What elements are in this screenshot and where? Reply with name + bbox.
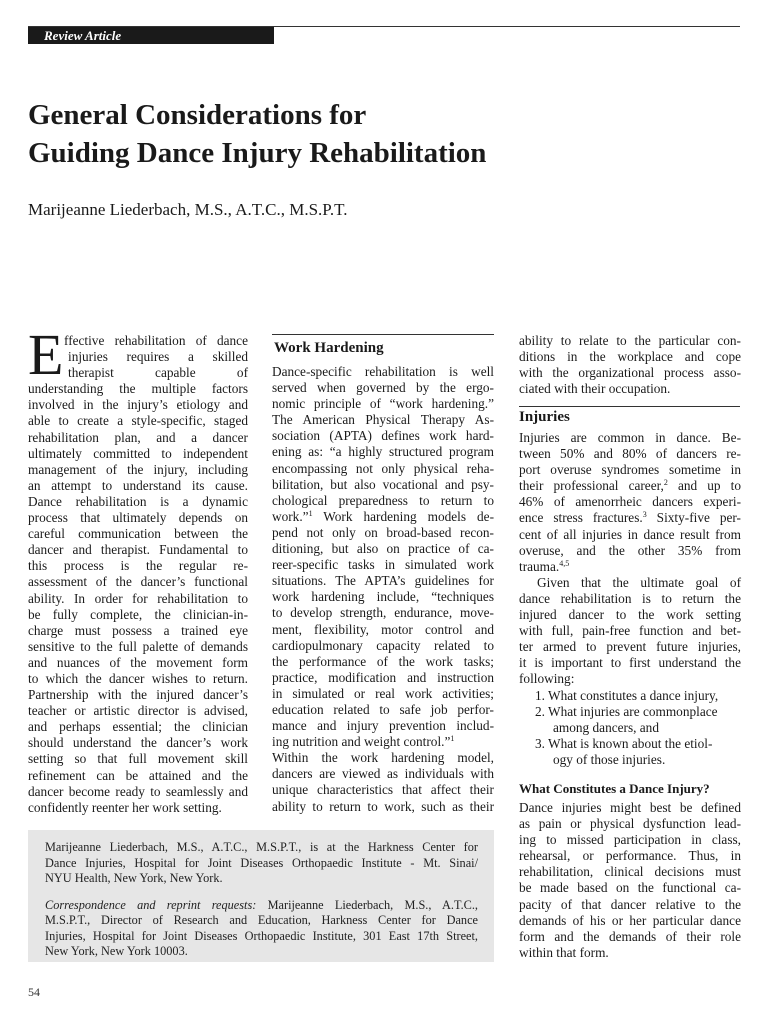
body-line: able to create a style-specific, staged <box>28 413 248 429</box>
body-line: with the organizational process asso- <box>519 365 741 381</box>
body-line: charge must possess a trained eye <box>28 622 248 638</box>
body-line: refinement can be attained and the <box>28 767 248 783</box>
correspondence-label: Correspondence and reprint requests: <box>45 897 257 912</box>
body-line: ing to missed participation in class, <box>519 832 741 848</box>
body-line: setting so that full movement skill <box>28 751 248 767</box>
body-line: careful communication between the <box>28 526 248 542</box>
body-line: ability to relate to the particular con- <box>519 333 741 348</box>
body-line: Within the work hardening model, <box>272 750 494 766</box>
body-line: management of the injury, including <box>28 461 248 477</box>
body-line: in simulated or real work activities; <box>272 685 494 701</box>
body-line: within that form. <box>519 944 609 960</box>
body-line: pacity of that dancer relative to the <box>519 896 741 912</box>
body-line: tween 50% and 80% of dancers re- <box>519 446 741 462</box>
body-line: and nuances of the movement form <box>28 654 248 670</box>
list-item: 3. What is known about the etiol- <box>535 735 713 751</box>
body-line: with full, pain-free function and bet- <box>519 623 741 639</box>
injuries-text <box>519 430 741 768</box>
body-line: ultimately committed to independent <box>28 445 248 461</box>
drop-cap: E <box>28 322 64 387</box>
body-line: sociation (APTA) defines work hard- <box>272 428 494 444</box>
body-line: sensitive to the full palette of demands <box>28 638 248 654</box>
body-line: this process is the regular re- <box>28 558 248 574</box>
body-line: Dance injuries might best be defined <box>519 800 741 815</box>
body-line: cent of all injuries in dance result from <box>519 526 741 542</box>
line-text: ing nutrition and weight control.” <box>272 734 451 750</box>
column-3 <box>519 333 741 397</box>
footnote-line: M.S.P.T., Director of Research and Education, Harkness Center for Dance <box>45 913 478 927</box>
body-line <box>519 478 741 494</box>
body-line: dance rehabilitation is to return the <box>519 590 741 606</box>
citation: 3 <box>642 510 647 520</box>
article-title <box>28 96 728 172</box>
body-line: Dance-specific rehabilitation is well <box>272 364 494 379</box>
body-line: ability to return to work, such as their <box>272 798 494 814</box>
line-text: ence stress fractures. <box>519 510 643 526</box>
author-byline: Marijeanne Liederbach, M.S., A.T.C., M.S.P.T. <box>28 200 348 219</box>
body-line: ciated with their occupation. <box>519 381 671 397</box>
body-line: cardiopulmonary capacity related to <box>272 637 494 653</box>
body-line: rehabilitation plan, and a dancer <box>28 429 248 445</box>
line-text: their professional career, <box>519 478 664 494</box>
body-line: reer-specific tasks in simulated work <box>272 557 494 573</box>
column-2 <box>272 364 494 815</box>
body-line <box>519 510 741 526</box>
body-line: to develop strength, endurance, move- <box>272 605 494 621</box>
body-line: work hardening include, “techniques <box>272 589 494 605</box>
body-line: port overuse syndromes sometime in <box>519 462 741 478</box>
body-line: the performance of the work tasks; <box>272 653 494 669</box>
body-line: Dance rehabilitation is a dynamic <box>28 493 248 509</box>
body-line: ment, flexibility, motor control and <box>272 621 494 637</box>
footnote-line: New York, New York 10003. <box>45 944 188 958</box>
line-text: and up to <box>667 478 742 494</box>
body-line: dancer and therapist. Fundamental to <box>28 542 248 558</box>
body-line: ditioning, but also on practice of ca- <box>272 541 494 557</box>
body-line: ability. In order for rehabilitation to <box>28 590 248 606</box>
body-line: encompassing not only physical reha- <box>272 460 494 476</box>
body-line: ening as: “a highly structured program <box>272 444 494 460</box>
list-item-continued: among dancers, and <box>553 719 659 735</box>
list-item-continued: ogy of those injuries. <box>553 751 666 767</box>
body-line: be made based on the functional ca- <box>519 880 741 896</box>
body-line: nomic principle of “work hardening.” <box>272 396 494 412</box>
line-text: Sixty-five per- <box>646 510 741 526</box>
citation: 1 <box>450 734 455 744</box>
body-line: served when governed by the ergo- <box>272 380 494 396</box>
body-line: process that ultimately depends on <box>28 510 248 526</box>
footnote-line: Injuries, Hospital for Joint Diseases Orthopaedic Institute, 301 East 17th Street, <box>45 928 478 943</box>
list-item: 2. What injuries are commonplace <box>535 703 718 719</box>
section-heading-work-hardening: Work Hardening <box>274 340 384 356</box>
body-line <box>519 559 741 575</box>
body-line <box>272 509 494 525</box>
body-line: overuse, and the other 35% from <box>519 542 741 558</box>
body-line: therapist capable of <box>68 365 248 381</box>
body-line: and perhaps essential; the clinician <box>28 719 248 735</box>
author-footnote-box <box>28 830 494 962</box>
body-line: an attempt to understand its cause. <box>28 477 248 493</box>
section-rule <box>272 334 494 335</box>
body-line: Partnership with the injured dancer’s <box>28 687 248 703</box>
body-line: it is important to first understand the <box>519 655 741 671</box>
body-line: injured dancer to the work setting <box>519 607 741 623</box>
body-line <box>272 734 494 750</box>
body-line: involved in the injury’s etiology and <box>28 397 248 413</box>
body-line: chological preparedness to return to <box>272 492 494 508</box>
body-line: Injuries are common in dance. Be- <box>519 430 741 445</box>
body-line: The American Physical Therapy As- <box>272 412 494 428</box>
body-line: assessment of the dancer’s functional <box>28 574 248 590</box>
body-line: should understand the dancer’s work <box>28 735 248 751</box>
body-line: ffective rehabilitation of dance <box>64 333 248 348</box>
citation: 2 <box>663 478 668 488</box>
footnote-line: Dance Injuries, Hospital for Joint Diseases Orthopaedic Institute - Mt. Sinai/ <box>45 855 478 870</box>
body-line: practice, modification and instruction <box>272 669 494 685</box>
title-line-1: General Considerations for <box>28 99 367 131</box>
body-line: rehearsal, or performance. Thus, in <box>519 848 741 864</box>
line-text: trauma. <box>519 558 560 574</box>
body-line: mance and injury prevention includ- <box>272 718 494 734</box>
body-line: situations. The APTA’s guidelines for <box>272 573 494 589</box>
column-1 <box>28 333 248 816</box>
body-line: rehabilitation, clinical decisions must <box>519 864 741 880</box>
body-line: teacher or artistic director is advised, <box>28 703 248 719</box>
section-rule <box>519 406 740 407</box>
body-line: education related to safe job perfor- <box>272 701 494 717</box>
footnote-line <box>45 898 478 914</box>
citation: 4,5 <box>559 558 570 568</box>
body-line: dancers are viewed as individuals with <box>272 766 494 782</box>
line-text: Work hardening models de- <box>312 508 494 524</box>
body-line: injuries requires a skilled <box>68 349 248 365</box>
body-line: Given that the ultimate goal of <box>537 574 741 590</box>
page-number: 54 <box>28 985 40 999</box>
body-line: as pain or physical dysfunction lead- <box>519 816 741 832</box>
footnote-line: Marijeanne Liederbach, M.S., A.T.C., M.S.P.T., is at the Harkness Center for <box>45 840 478 854</box>
what-constitutes-text <box>519 800 741 961</box>
body-line: unique characteristics that affect their <box>272 782 494 798</box>
section-heading-what-constitutes: What Constitutes a Dance Injury? <box>519 781 710 796</box>
footnote-line: NYU Health, New York, New York. <box>45 871 223 885</box>
body-line: 46% of amenorrheic dancers experi- <box>519 494 741 510</box>
section-heading-injuries: Injuries <box>519 409 570 425</box>
body-line: ditions in the workplace and cope <box>519 349 741 365</box>
body-line: understanding the multiple factors <box>28 381 248 397</box>
body-line: ter armed to prevent future injuries, <box>519 639 741 655</box>
body-line: be fully complete, the clinician-in- <box>28 606 248 622</box>
list-item: 1. What constitutes a dance injury, <box>535 687 719 703</box>
body-line: to which the dancer wishes to return. <box>28 670 248 686</box>
section-tag: Review Article <box>28 27 274 44</box>
body-line: following: <box>519 671 575 687</box>
title-line-2: Guiding Dance Injury Rehabilitation <box>28 137 487 169</box>
body-line: form and the demands of their role <box>519 928 741 944</box>
line-text: Marijeanne Liederbach, M.S., A.T.C., <box>256 897 478 912</box>
body-line: bilitation, but also vocational and psy- <box>272 476 494 492</box>
line-text: work.” <box>272 508 309 524</box>
citation: 1 <box>308 508 313 518</box>
body-line: pend not only on broad-based recon- <box>272 524 494 540</box>
body-line: dancer become ready to seamlessly and <box>28 783 248 799</box>
body-line: confidently reenter her work setting. <box>28 799 222 815</box>
body-line: demands of his or her particular dance <box>519 912 741 928</box>
